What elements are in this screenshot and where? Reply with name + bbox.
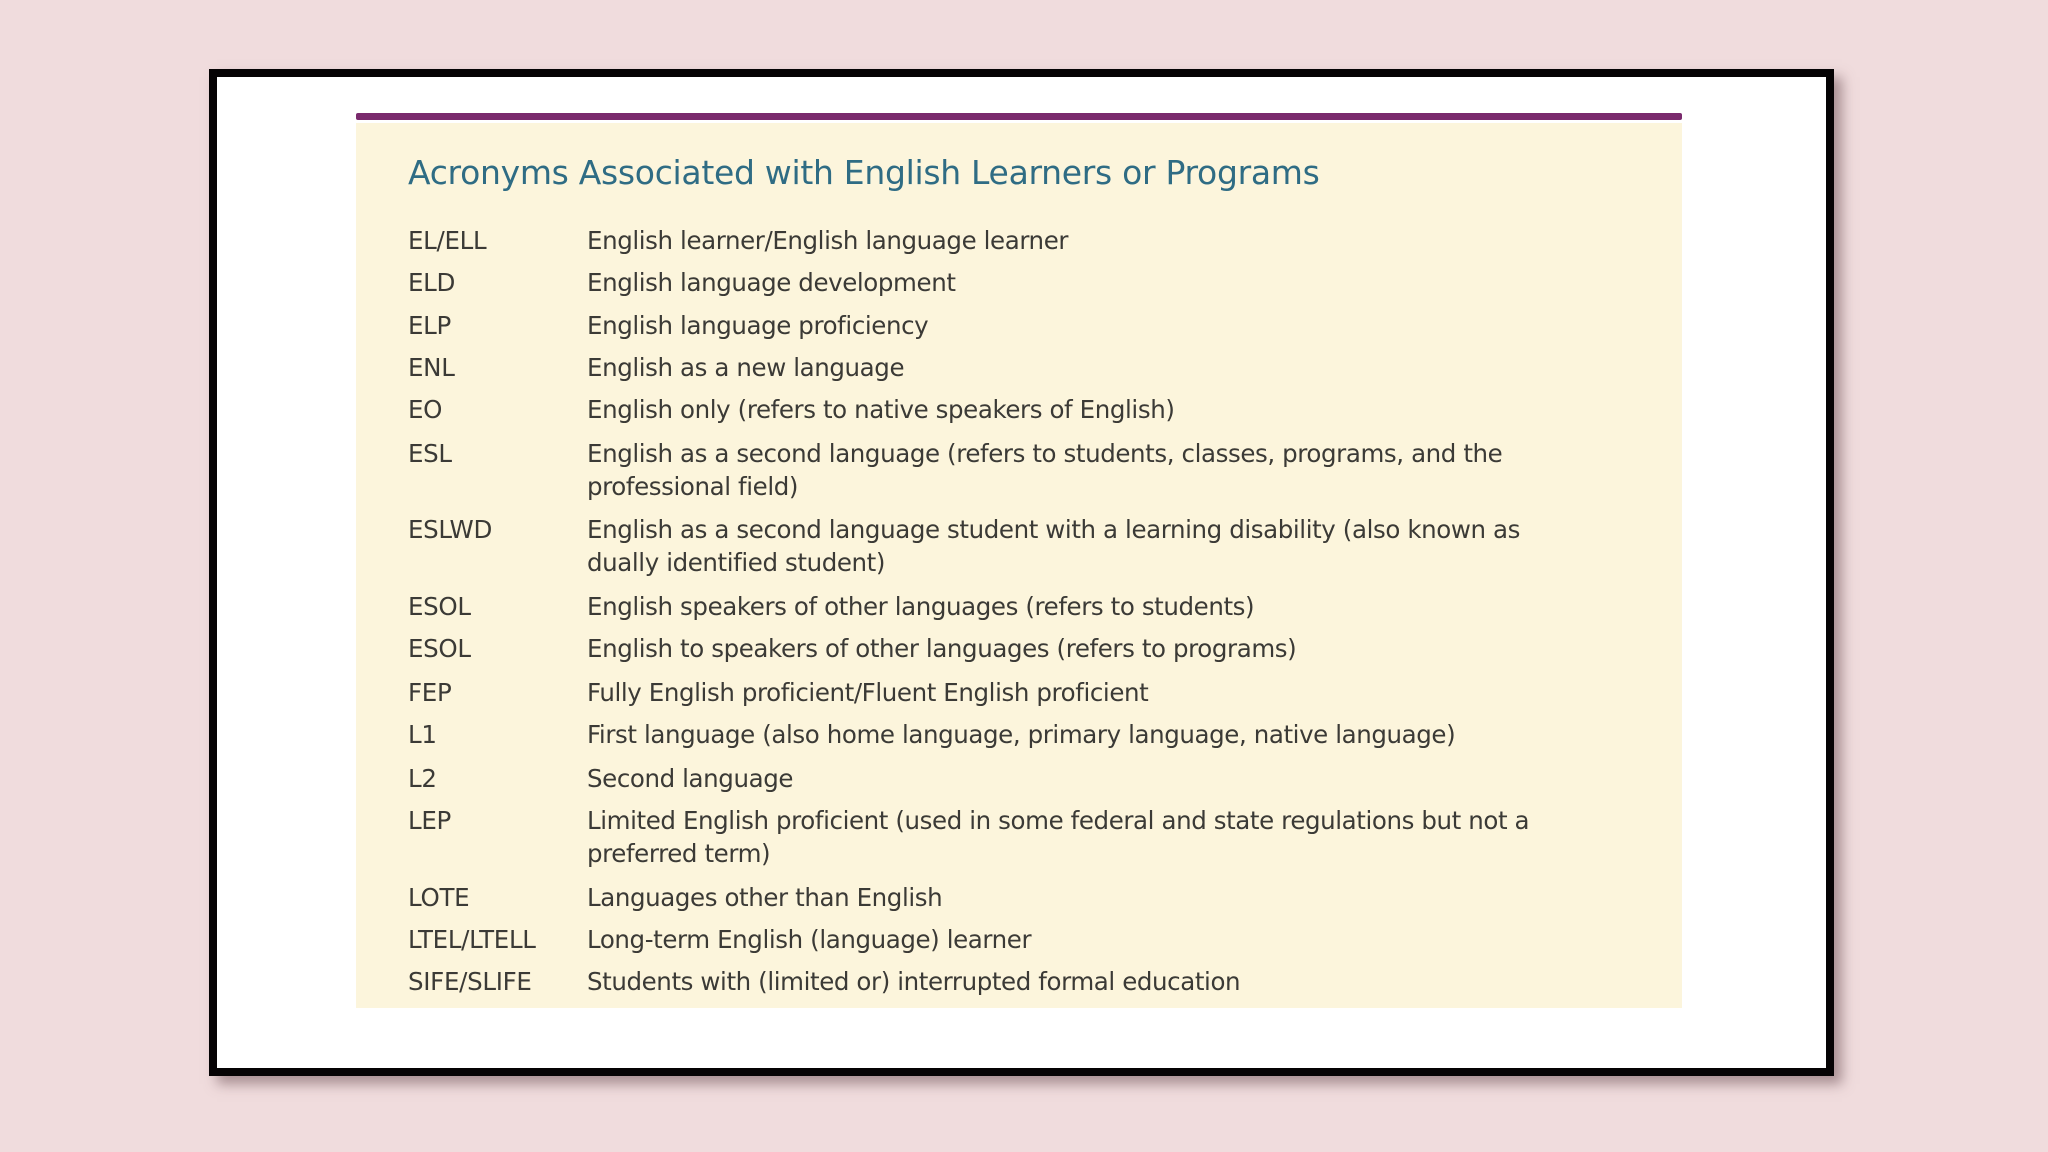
acronym-table bbox=[356, 123, 1682, 1008]
acronym: FEP bbox=[408, 678, 452, 707]
definition: English as a new language bbox=[587, 353, 905, 382]
definition: Languages other than English bbox=[587, 883, 943, 912]
acronym: L1 bbox=[408, 720, 437, 749]
acronym: LTEL/LTELL bbox=[408, 925, 536, 954]
definition: English speakers of other languages (refers to students) bbox=[587, 592, 1255, 621]
definition: English as a second language (refers to students, classes, programs, and the professional field) bbox=[587, 439, 1503, 501]
definition: First language (also home language, primary language, native language) bbox=[587, 720, 1456, 749]
acronym: L2 bbox=[408, 764, 437, 793]
definition: English language proficiency bbox=[587, 311, 929, 340]
acronym: EO bbox=[408, 395, 443, 424]
acronym: ESOL bbox=[408, 634, 471, 663]
definition: Limited English proficient (used in some federal and state regulations but not a preferred term) bbox=[587, 806, 1530, 868]
acronym: ESLWD bbox=[408, 515, 493, 544]
definition: Second language bbox=[587, 764, 794, 793]
acronym: LEP bbox=[408, 806, 452, 835]
definition: English only (refers to native speakers of English) bbox=[587, 395, 1175, 424]
definition: Students with (limited or) interrupted formal education bbox=[587, 967, 1241, 996]
definition: Fully English proficient/Fluent English proficient bbox=[587, 678, 1149, 707]
definition: Long-term English (language) learner bbox=[587, 925, 1032, 954]
slide-frame bbox=[209, 69, 1834, 1076]
acronym: SIFE/SLIFE bbox=[408, 967, 532, 996]
acronym-panel bbox=[356, 113, 1682, 1008]
acronym: ESOL bbox=[408, 592, 471, 621]
table-title: Acronyms Associated with English Learners or Programs bbox=[408, 153, 1320, 192]
acronym: EL/ELL bbox=[408, 226, 487, 255]
top-rule-divider bbox=[356, 113, 1682, 120]
definition: English learner/English language learner bbox=[587, 226, 1069, 255]
definition: English language development bbox=[587, 268, 956, 297]
acronym: LOTE bbox=[408, 883, 470, 912]
acronym: ENL bbox=[408, 353, 455, 382]
acronym: ESL bbox=[408, 439, 452, 468]
definition: English to speakers of other languages (refers to programs) bbox=[587, 634, 1297, 663]
acronym: ELD bbox=[408, 268, 456, 297]
definition: English as a second language student with a learning disability (also known as dually identified student) bbox=[587, 515, 1520, 577]
acronym: ELP bbox=[408, 311, 452, 340]
